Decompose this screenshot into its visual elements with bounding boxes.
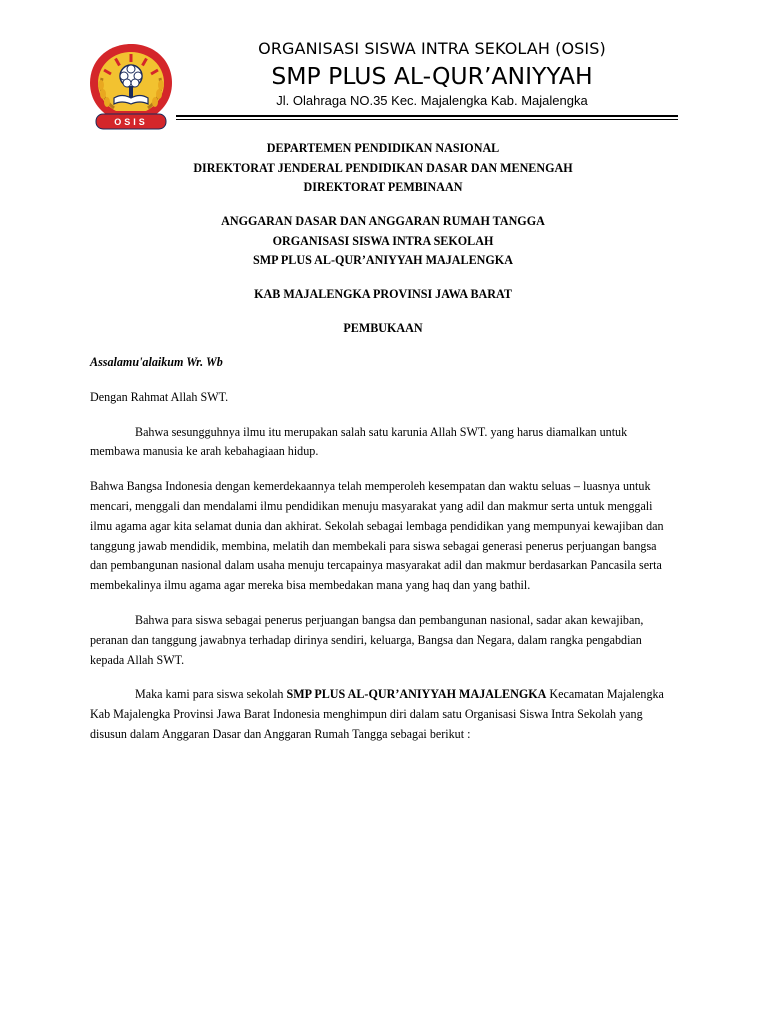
document-title [90, 212, 676, 271]
ministry-heading [90, 139, 676, 198]
section-title-text: PEMBUKAAN [343, 321, 423, 335]
opening-line: Dengan Rahmat Allah SWT. [90, 389, 229, 404]
title-line: ANGGARAN DASAR DAN ANGGARAN RUMAH TANGGA [221, 214, 545, 228]
heading-line: DIREKTORAT PEMBINAAN [303, 180, 463, 194]
paragraph-2: Bahwa Bangsa Indonesia dengan kemerdekaannya telah memperoleh kesempatan dan waktu seluas – luasnya untuk mencari, menggali dan mendalami ilmu pendidikan menuju masyarakat yang adil dan makmur serta untuk menggali ilmu agama agar kita selamat dunia dan akhirat. Sekolah sebagai lembaga pendidikan yang mempunyai kewajiban dan tanggung jawab mendidik, membina, melatih dan membekali para siswa sebagai generasi penerus perjuangan bangsa dan pembangunan nasional dalam usaha menuju tercapainya masyarakat adil dan makmur berdasarkan Pancasila serta membekalinya ilmu agama agar mereka bisa membedakan mana yang haq dan yang bathil. [90, 479, 664, 593]
paragraph-1: Bahwa sesungguhnya ilmu itu merupakan salah satu karunia Allah SWT. yang harus diamalkan untuk membawa manusia ke arah kebahagiaan hidup. [90, 424, 628, 459]
school-name-inline: SMP PLUS AL-QUR’ANIYYAH MAJALENGKA [286, 687, 547, 702]
paragraph-3: Bahwa para siswa sebagai penerus perjuangan bangsa dan pembangunan nasional, sadar akan kewajiban, peranan dan tanggung jawabnya terhadap dirinya sendiri, keluarga, Bangsa dan Negara, dalam rangka pengabdian kepada Allah SWT. [90, 612, 644, 667]
osis-emblem-icon [84, 38, 178, 132]
document-body [90, 139, 676, 745]
paragraph-4-end: Kecamatan Majalengka Kab Majalengka Provinsi Jawa Barat Indonesia menghimpun diri dalam satu Organisasi Siswa Intra Sekolah yang disusun dalam Anggaran Dasar dan Anggaran Rumah Tangga sebagai berikut : [90, 687, 664, 741]
region-line [90, 285, 676, 305]
title-line: SMP PLUS AL-QUR’ANIYYAH MAJALENGKA [253, 253, 513, 267]
letterhead-text [190, 38, 674, 109]
paragraph-4 [90, 685, 676, 744]
school-name: SMP PLUS AL-QUR’ANIYYAH [271, 62, 593, 90]
paragraph-4-start: Maka kami para siswa sekolah [135, 687, 287, 702]
logo-banner-text: OSIS [114, 117, 148, 127]
title-line: ORGANISASI SISWA INTRA SEKOLAH [272, 233, 494, 248]
letterhead-divider [176, 115, 678, 117]
greeting: Assalamu'alaikum Wr. Wb [90, 355, 223, 369]
organization-name: ORGANISASI SISWA INTRA SEKOLAH (OSIS) [258, 39, 606, 58]
letterhead [0, 0, 768, 140]
region-text: KAB MAJALENGKA PROVINSI JAWA BARAT [254, 287, 512, 301]
letterhead-divider-thin [176, 119, 678, 120]
heading-line: DEPARTEMEN PENDIDIKAN NASIONAL [266, 141, 500, 155]
school-address: Jl. Olahraga NO.35 Kec. Majalengka Kab. Majalengka [276, 93, 588, 108]
heading-line: DIREKTORAT JENDERAL PENDIDIKAN DASAR DAN MENENGAH [193, 160, 573, 175]
section-title [90, 319, 676, 339]
